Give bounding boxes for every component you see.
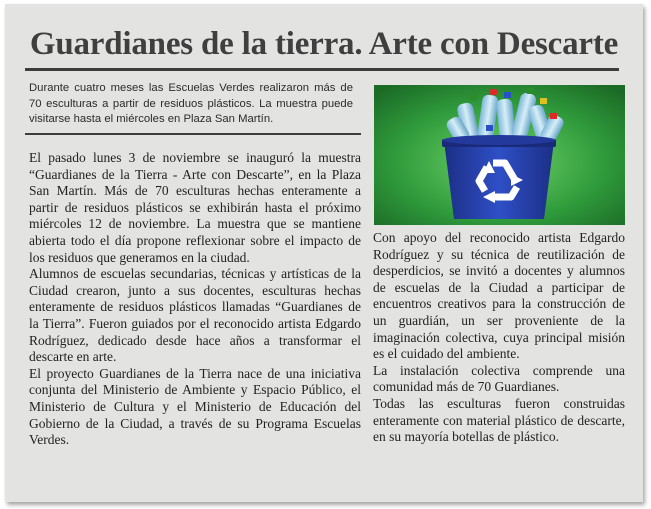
right-paragraph-3: Todas las esculturas fueron construidas enteramente con material plástico de descarte, en su mayoría botellas de plástico. <box>373 395 625 445</box>
headline: Guardianes de la tierra. Arte con Descarte <box>29 26 619 62</box>
lede-rule <box>25 133 361 135</box>
right-paragraph-2: La instalación colectiva comprende una comunidad más de 70 Guardianes. <box>373 362 625 395</box>
right-column <box>373 230 625 446</box>
left-paragraph-2: Alumnos de escuelas secundarias, técnicas y artísticas de la Ciudad crearon, junto a sus docentes, esculturas hechas enteramente de residuos plásticos llamadas “Guardianes de la Tierra”. Fueron guiados por el reconocido artista Edgardo Rodríguez, dedicado desde hace años a transformar el descarte en arte. <box>29 266 361 365</box>
left-column <box>29 150 361 449</box>
right-paragraph-1: Con apoyo del reconocido artista Edgardo Rodríguez y su técnica de reutilización de desperdicios, se invitó a docentes y alumnos de escuelas de la Ciudad a participar de encuentros creativos para la construcción de un guardián, un ser proveniente de la imaginación colectiva, cuya principal misión es el cuidado del ambiente. <box>373 230 625 362</box>
recycling-bin-photo <box>374 85 625 225</box>
recycling-bin-icon <box>374 85 625 225</box>
left-paragraph-3: El proyecto Guardianes de la Tierra nace de una iniciativa conjunta del Ministerio de Ambiente y Espacio Público, el Ministerio de Cultura y el Ministerio de Educación del Gobierno de la Ciudad, a través de su Programa Escuelas Verdes. <box>29 365 361 448</box>
lede-paragraph: Durante cuatro meses las Escuelas Verdes realizaron más de 70 esculturas a partir de residuos plásticos. La muestra puede visitarse hasta el miércoles en Plaza San Martín. <box>29 82 353 125</box>
left-paragraph-1: El pasado lunes 3 de noviembre se inauguró la muestra “Guardianes de la Tierra - Arte con Descarte”, en la Plaza San Martín. Más de 70 esculturas hechas enteramente a partir de residuos plásticos se exhibirán hasta el próximo miércoles 12 de noviembre. La muestra que se mantiene abierta todo el día propone reflexionar sobre el impacto de los residuos que generamos en la ciudad. <box>29 150 361 265</box>
newspaper-sheet <box>5 4 643 502</box>
headline-rule <box>25 68 619 71</box>
